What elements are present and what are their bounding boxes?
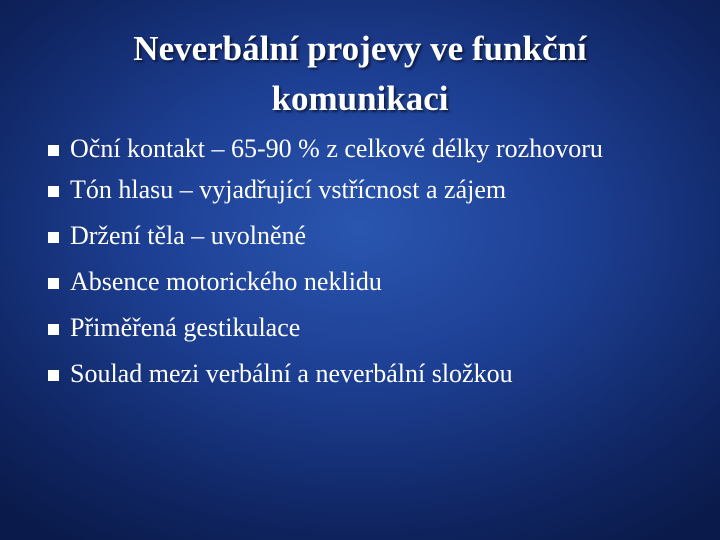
bullet-text: Soulad mezi verbální a neverbální složkou — [70, 359, 513, 388]
square-bullet-icon — [48, 324, 59, 335]
bullet-item-eye-contact — [48, 132, 688, 166]
slide-title: Neverbální projevy ve funkční komunikaci — [133, 29, 587, 118]
bullet-text: Tón hlasu – vyjadřující vstřícnost a zájem — [70, 175, 507, 204]
bullet-text: Absence motorického neklidu — [70, 267, 382, 296]
square-bullet-icon — [48, 370, 59, 381]
bullet-text: Držení těla – uvolněné — [70, 221, 307, 250]
bullet-text: Přiměřená gestikulace — [70, 313, 301, 342]
bullet-text: Oční kontakt – 65-90 % z celkové délky rozhovoru — [70, 134, 603, 163]
bullet-item-motor-restlessness — [48, 265, 688, 299]
bullet-list — [48, 132, 688, 403]
square-bullet-icon — [48, 186, 59, 197]
bullet-item-congruence — [48, 357, 688, 391]
square-bullet-icon — [48, 278, 59, 289]
bullet-item-posture — [48, 219, 688, 253]
bullet-item-gesticulation — [48, 311, 688, 345]
bullet-item-voice-tone — [48, 173, 688, 207]
square-bullet-icon — [48, 145, 59, 156]
square-bullet-icon — [48, 232, 59, 243]
